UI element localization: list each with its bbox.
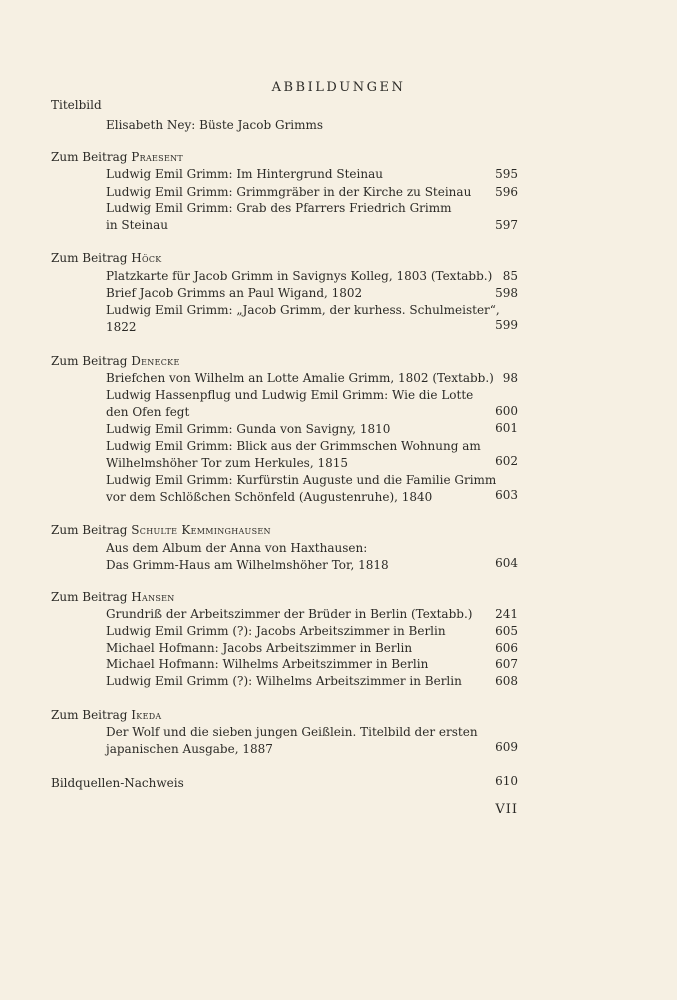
entry-line: Ludwig Emil Grimm: Blick aus der Grimmschen Wohnung am: [106, 439, 481, 453]
entry-line: Brief Jacob Grimms an Paul Wigand, 1802: [106, 286, 363, 300]
entry-line: vor dem Schlößchen Schönfeld (Augustenruhe), 1840: [106, 490, 433, 504]
sources-page: 610: [495, 774, 518, 788]
entry-line: Der Wolf und die sieben jungen Geißlein. Titelbild der ersten: [106, 725, 478, 739]
titelbild-label: Titelbild: [51, 98, 102, 112]
entry-page: 85: [502, 269, 518, 283]
entry-page: 609: [495, 740, 518, 754]
page-number: VII: [495, 802, 518, 817]
entry-line: japanischen Ausgabe, 1887: [106, 742, 273, 756]
entry-page: 598: [495, 286, 518, 300]
section-author: Denecke: [131, 354, 180, 368]
entry-page: 600: [495, 404, 518, 418]
sources-label: Bildquellen-Nachweis: [51, 776, 184, 790]
entry-page: 601: [495, 421, 518, 435]
section-author: Hansen: [131, 590, 175, 604]
entry-line: Ludwig Hassenpflug und Ludwig Emil Grimm: Wie die Lotte: [106, 388, 474, 402]
section-heading: [51, 522, 271, 538]
entry-line: Ludwig Emil Grimm (?): Jacobs Arbeitszimmer in Berlin: [106, 624, 446, 638]
section-prefix: Zum Beitrag: [51, 354, 128, 368]
section-prefix: Zum Beitrag: [51, 251, 128, 265]
entry-page: 599: [495, 318, 518, 332]
section-heading: [51, 250, 162, 266]
entry-page: 98: [502, 371, 518, 385]
entry-page: 607: [495, 657, 518, 671]
section-author: Höck: [131, 251, 162, 265]
entry-line: Briefchen von Wilhelm an Lotte Amalie Grimm, 1802 (Textabb.): [106, 371, 494, 385]
entry-line: Ludwig Emil Grimm: „Jacob Grimm, der kurhess. Schulmeister“,: [106, 303, 500, 317]
entry-line: Ludwig Emil Grimm (?): Wilhelms Arbeitszimmer in Berlin: [106, 674, 462, 688]
section-author: Praesent: [131, 150, 184, 164]
entry-line: 1822: [106, 320, 137, 334]
section-heading: [51, 149, 183, 165]
entry-page: 596: [495, 185, 518, 199]
entry-line: Aus dem Album der Anna von Haxthausen:: [106, 541, 368, 555]
entry-page: 605: [495, 624, 518, 638]
entry-line: Michael Hofmann: Jacobs Arbeitszimmer in Berlin: [106, 641, 413, 655]
entry-line: Ludwig Emil Grimm: Grab des Pfarrers Friedrich Grimm: [106, 201, 452, 215]
entry-line: Ludwig Emil Grimm: Gunda von Savigny, 1810: [106, 422, 391, 436]
section-heading: [51, 707, 162, 723]
entry-line: den Ofen fegt: [106, 405, 190, 419]
entry-line: Grundriß der Arbeitszimmer der Brüder in Berlin (Textabb.): [106, 607, 473, 621]
entry-line: Platzkarte für Jacob Grimm in Savignys Kolleg, 1803 (Textabb.): [106, 269, 493, 283]
section-author: Ikeda: [131, 708, 162, 722]
entry-page: 606: [495, 641, 518, 655]
page-heading: ABBILDUNGEN: [271, 80, 406, 95]
section-heading: [51, 589, 175, 605]
entry-page: 604: [495, 556, 518, 570]
entry-line: Wilhelmshöher Tor zum Herkules, 1815: [106, 456, 348, 470]
entry-line: Ludwig Emil Grimm: Im Hintergrund Steinau: [106, 167, 383, 181]
entry-line: Ludwig Emil Grimm: Kurfürstin Auguste und die Familie Grimm: [106, 473, 497, 487]
entry-line: Michael Hofmann: Wilhelms Arbeitszimmer in Berlin: [106, 657, 429, 671]
section-heading: [51, 353, 180, 369]
titelbild-entry: Elisabeth Ney: Büste Jacob Grimms: [106, 118, 324, 132]
entry-line: Das Grimm-Haus am Wilhelmshöher Tor, 1818: [106, 558, 389, 572]
section-prefix: Zum Beitrag: [51, 150, 128, 164]
section-prefix: Zum Beitrag: [51, 590, 128, 604]
entry-line: in Steinau: [106, 218, 168, 232]
section-author: Schulte Kemminghausen: [131, 523, 271, 537]
entry-page: 241: [495, 607, 518, 621]
section-prefix: Zum Beitrag: [51, 708, 128, 722]
entry-page: 595: [495, 167, 518, 181]
entry-page: 603: [495, 488, 518, 502]
entry-page: 602: [495, 454, 518, 468]
entry-page: 608: [495, 674, 518, 688]
entry-page: 597: [495, 218, 518, 232]
entry-line: Ludwig Emil Grimm: Grimmgräber in der Kirche zu Steinau: [106, 185, 472, 199]
section-prefix: Zum Beitrag: [51, 523, 128, 537]
